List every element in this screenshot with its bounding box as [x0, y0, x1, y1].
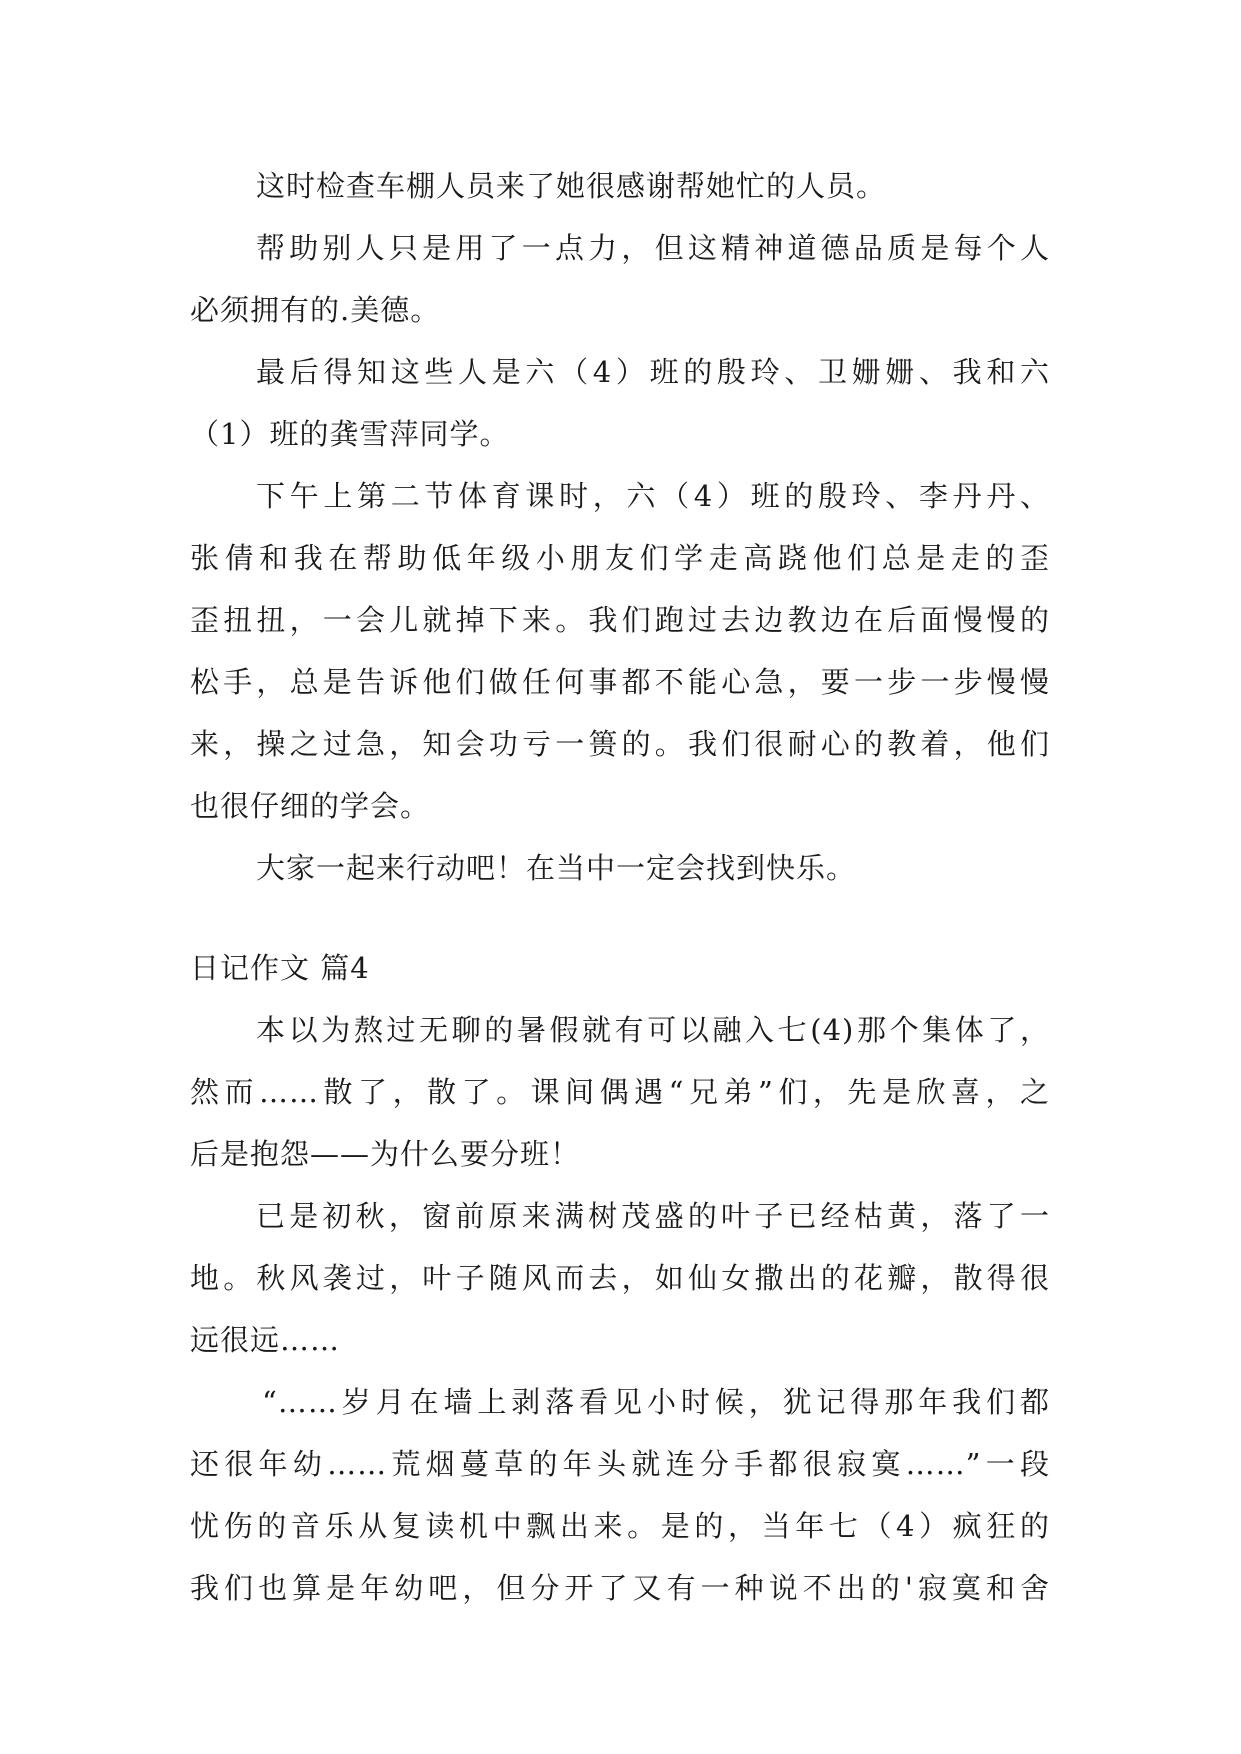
text-line: 歪扭扭，一会儿就掉下来。我们跑过去边教边在后面慢慢的 — [190, 603, 1050, 637]
text-line: “……岁月在墙上剥落看见小时候，犹记得那年我们都 — [262, 1385, 1050, 1419]
text-line: 大家一起来行动吧！在当中一定会找到快乐。 — [256, 851, 857, 885]
text-line: 远很远…… — [190, 1323, 341, 1357]
text-line: 还很年幼……荒烟蔓草的年头就连分手都很寂寞……”一段 — [190, 1447, 1050, 1481]
text-line: 已是初秋，窗前原来满树茂盛的叶子已经枯黄，落了一 — [256, 1199, 1050, 1233]
text-line: 帮助别人只是用了一点力，但这精神道德品质是每个人 — [256, 231, 1050, 265]
text-line: 本以为熬过无聊的暑假就有可以融入七(4)那个集体了， — [256, 1013, 1050, 1047]
text-line: 地。秋风袭过，叶子随风而去，如仙女撒出的花瓣，散得很 — [190, 1261, 1050, 1295]
section-heading: 日记作文 篇4 — [190, 951, 370, 985]
text-line: 也很仔细的学会。 — [190, 789, 431, 823]
text-line: 必须拥有的.美德。 — [190, 293, 441, 327]
text-line: 松手，总是告诉他们做任何事都不能心急，要一步一步慢慢 — [190, 665, 1050, 699]
text-line: 张倩和我在帮助低年级小朋友们学走高跷他们总是走的歪 — [190, 541, 1050, 575]
text-line: 最后得知这些人是六（4）班的殷玲、卫姗姗、我和六 — [256, 355, 1050, 389]
text-line: 然而……散了，散了。课间偶遇“兄弟”们，先是欣喜，之 — [190, 1075, 1050, 1109]
text-line: （1）班的龚雪萍同学。 — [190, 417, 510, 451]
text-line: 下午上第二节体育课时，六（4）班的殷玲、李丹丹、 — [256, 479, 1050, 513]
text-line: 后是抱怨——为什么要分班！ — [190, 1137, 581, 1171]
text-line: 我们也算是年幼吧，但分开了又有一种说不出的'寂寞和舍 — [190, 1571, 1050, 1605]
text-line: 来，操之过急，知会功亏一篑的。我们很耐心的教着，他们 — [190, 727, 1050, 761]
text-line: 忧伤的音乐从复读机中飘出来。是的，当年七（4）疯狂的 — [190, 1509, 1050, 1543]
text-line: 这时检查车棚人员来了她很感谢帮她忙的人员。 — [256, 169, 887, 203]
